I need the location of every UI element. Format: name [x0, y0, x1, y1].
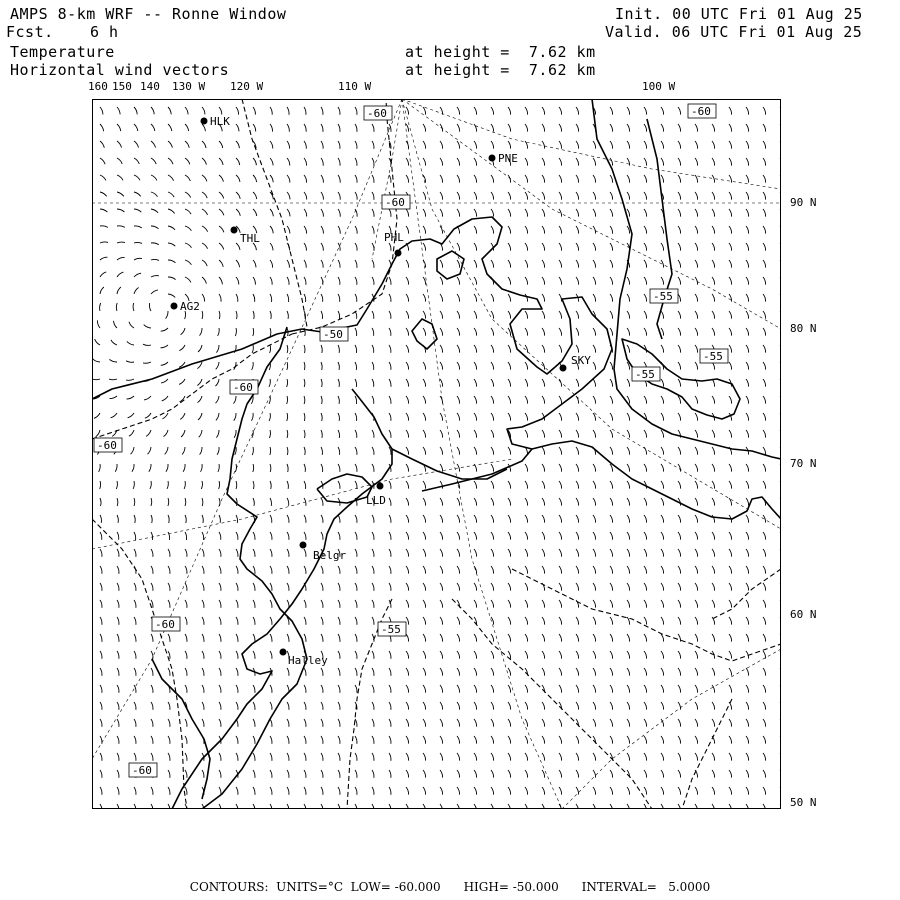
- svg-text:-60: -60: [367, 107, 387, 120]
- forecast-label: Fcst.: [6, 23, 54, 41]
- contour-label: [230, 380, 258, 394]
- svg-text:-60: -60: [97, 439, 117, 452]
- lat-label: 70 N: [790, 457, 817, 470]
- svg-text:-60: -60: [155, 618, 175, 631]
- svg-text:-60: -60: [233, 381, 253, 394]
- contour-label: [688, 104, 716, 118]
- contour-label: [152, 617, 180, 631]
- contour-label: [364, 106, 392, 120]
- svg-text:AG2: AG2: [180, 300, 200, 313]
- lat-label: 60 N: [790, 608, 817, 621]
- svg-text:-55: -55: [381, 623, 401, 636]
- contour-label: [378, 622, 406, 636]
- lon-label: 130 W: [172, 80, 206, 93]
- svg-text:-60: -60: [132, 764, 152, 777]
- map-title: AMPS 8-km WRF -- Ronne Window: [10, 5, 287, 23]
- contour-info-footer: CONTOURS: UNITS=°C LOW= -60.000 HIGH= -50.000 INTERVAL= 5.0000: [189, 880, 711, 894]
- contour-label: [320, 327, 348, 341]
- svg-text:Halley: Halley: [288, 654, 328, 667]
- lon-label: 150: [112, 80, 132, 93]
- init-time: Init. 00 UTC Fri 01 Aug 25: [615, 5, 863, 23]
- map-panel: [92, 99, 781, 809]
- svg-text:Belgr: Belgr: [313, 549, 347, 562]
- lon-label: 140: [140, 80, 160, 93]
- svg-text:-50: -50: [323, 328, 343, 341]
- lat-label: 90 N: [790, 196, 817, 209]
- svg-text:-55: -55: [653, 290, 673, 303]
- lat-label: 50 N: [790, 796, 817, 809]
- svg-text:PNE: PNE: [498, 152, 518, 165]
- lon-label: 110 W: [338, 80, 372, 93]
- contour-label: [700, 349, 728, 363]
- lon-label: 100 W: [642, 80, 676, 93]
- svg-text:-55: -55: [703, 350, 723, 363]
- valid-time: Valid. 06 UTC Fri 01 Aug 25: [605, 23, 863, 41]
- svg-text:-60: -60: [385, 196, 405, 209]
- svg-text:PHL: PHL: [384, 231, 404, 244]
- height-label-2: at height = 7.62 km: [405, 61, 596, 79]
- lon-label: 120 W: [230, 80, 264, 93]
- field-label-wind: Horizontal wind vectors: [10, 61, 230, 79]
- field-label-temperature: Temperature: [10, 43, 115, 61]
- svg-text:SKY: SKY: [571, 354, 591, 367]
- map-frame: [93, 100, 781, 809]
- lon-label: 160: [88, 80, 108, 93]
- contour-label: [382, 195, 410, 209]
- svg-text:-60: -60: [691, 105, 711, 118]
- svg-text:LLD: LLD: [366, 494, 386, 507]
- forecast-value: 6 h: [90, 23, 119, 41]
- contour-label: [650, 289, 678, 303]
- contour-label: [94, 438, 122, 452]
- contour-label: [632, 367, 660, 381]
- height-label-1: at height = 7.62 km: [405, 43, 596, 61]
- svg-text:THL: THL: [240, 232, 260, 245]
- contour-label: [129, 763, 157, 777]
- svg-text:-55: -55: [635, 368, 655, 381]
- lat-label: 80 N: [790, 322, 817, 335]
- svg-text:HLK: HLK: [210, 115, 230, 128]
